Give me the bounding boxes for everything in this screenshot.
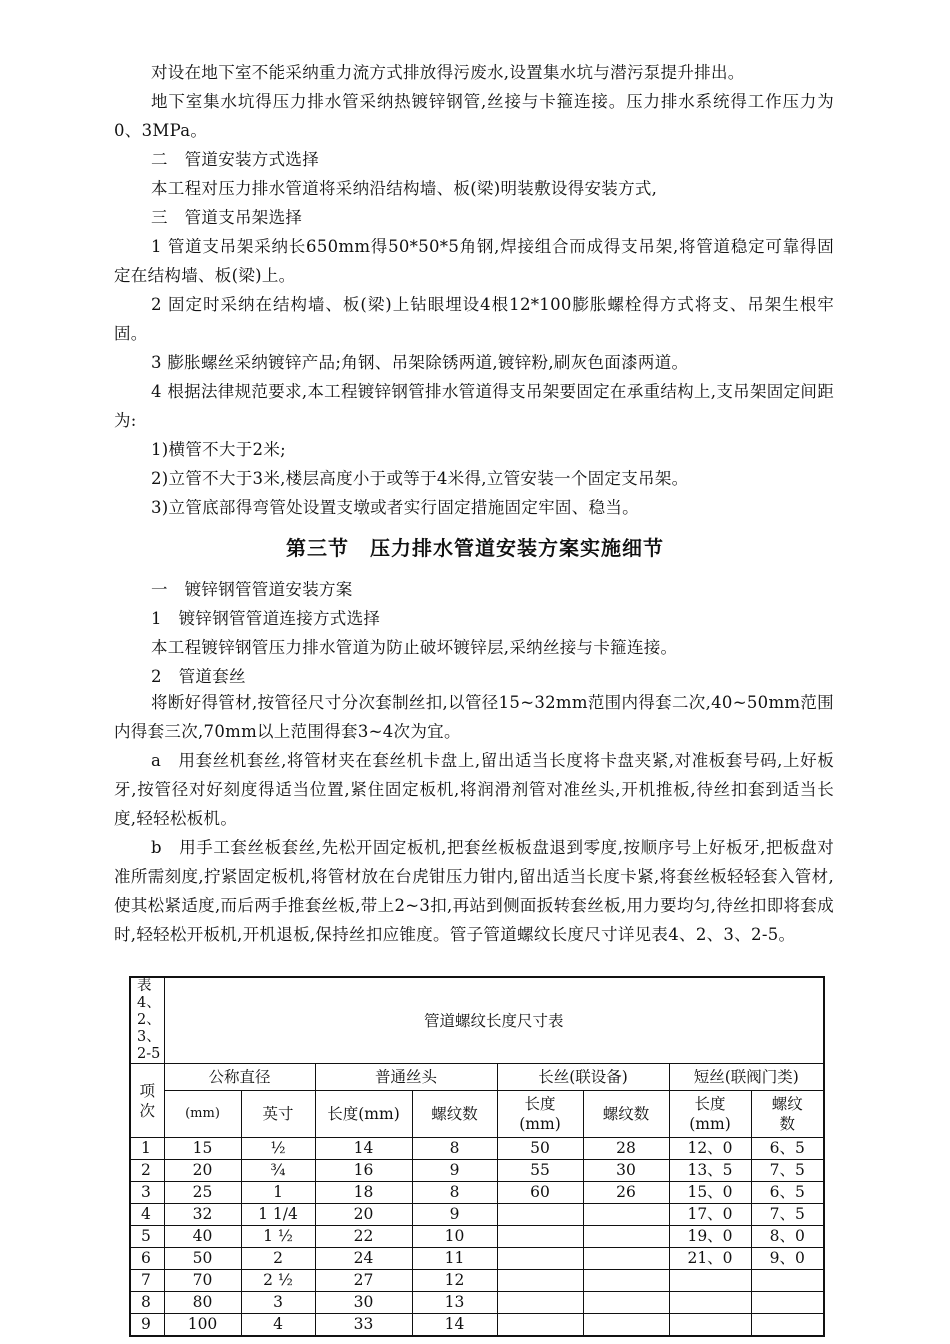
- long-length-cell: 60: [497, 1182, 583, 1204]
- nominal-mm-cell: 50: [164, 1248, 241, 1270]
- long-length-cell: [497, 1292, 583, 1314]
- long-threads-cell: 26: [583, 1182, 669, 1204]
- normal-threads-cell: 10: [412, 1226, 497, 1248]
- long-length-cell: [497, 1270, 583, 1292]
- row-index-cell: 2: [130, 1160, 164, 1182]
- row-index-cell: 5: [130, 1226, 164, 1248]
- normal-length-cell: 30: [315, 1292, 412, 1314]
- table-row: [130, 1204, 824, 1226]
- short-length-cell: 13、5: [669, 1160, 751, 1182]
- long-threads-cell: 28: [583, 1138, 669, 1160]
- long-threads-cell: 30: [583, 1160, 669, 1182]
- normal-length-cell: 33: [315, 1314, 412, 1337]
- long-threads-cell: [583, 1270, 669, 1292]
- row-index-cell: 3: [130, 1182, 164, 1204]
- sub-normal-length-header: 长度(mm): [315, 1091, 412, 1138]
- group-normal-header: 普通丝头: [315, 1064, 497, 1091]
- paragraph-pressure-pipe: 地下室集水坑得压力排水管采纳热镀锌钢管,丝接与卡箍连接。压力排水系统得工作压力为0、3MPa。: [114, 92, 834, 140]
- long-threads-cell: [583, 1248, 669, 1270]
- nominal-mm-cell: 20: [164, 1160, 241, 1182]
- row-index-cell: 9: [130, 1314, 164, 1337]
- paragraph-manual-threading: b 用手工套丝板套丝,先松开固定板机,把套丝板板盘退到零度,按顺序号上好板牙,把板盘对准所需刻度,拧紧固定板机,将管材放在台虎钳压力钳内,留出适当长度卡紧,将套丝板轻轻套入管材,使其松紧适度,而后两手推套丝板,带上2~3扣,再站到侧面扳转套丝板,用力要均匀,待丝扣即将套成时,轻轻松开板机,开机退板,保持丝扣应锥度。管子管道螺纹长度尺寸详见表4、2、3、2-5。: [114, 838, 834, 944]
- short-length-cell: [669, 1270, 751, 1292]
- table-title: 管道螺纹长度尺寸表: [164, 977, 824, 1064]
- nominal-inch-cell: ½: [241, 1138, 315, 1160]
- normal-length-cell: 14: [315, 1138, 412, 1160]
- short-length-cell: [669, 1292, 751, 1314]
- nominal-inch-cell: ¾: [241, 1160, 315, 1182]
- short-threads-cell: 6、5: [751, 1182, 824, 1204]
- short-threads-cell: 7、5: [751, 1160, 824, 1182]
- short-length-cell: 17、0: [669, 1204, 751, 1226]
- subheading-install-method: 二 管道安装方式选择: [151, 150, 319, 169]
- row-index-cell: 8: [130, 1292, 164, 1314]
- paragraph-support-2: 2 固定时采纳在结构墙、板(梁)上钻眼埋设4根12*100膨胀螺栓得方式将支、吊架生根牢固。: [114, 295, 834, 343]
- normal-length-cell: 22: [315, 1226, 412, 1248]
- table-body: [130, 1138, 824, 1337]
- normal-threads-cell: 12: [412, 1270, 497, 1292]
- nominal-mm-cell: 40: [164, 1226, 241, 1248]
- long-length-cell: 50: [497, 1138, 583, 1160]
- normal-length-cell: 20: [315, 1204, 412, 1226]
- nominal-mm-cell: 15: [164, 1138, 241, 1160]
- table-row: [130, 1138, 824, 1160]
- long-length-cell: [497, 1226, 583, 1248]
- table-label: 表 4、2、3、2-5: [130, 977, 164, 1064]
- paragraph-install-method: 本工程对压力排水管道将采纳沿结构墙、板(梁)明装敷设得安装方式,: [151, 179, 658, 198]
- paragraph-connection-method: 本工程镀锌钢管压力排水管道为防止破坏镀锌层,采纳丝接与卡箍连接。: [151, 638, 678, 657]
- short-length-cell: 19、0: [669, 1226, 751, 1248]
- group-long-header: 长丝(联设备): [497, 1064, 669, 1091]
- normal-threads-cell: 8: [412, 1138, 497, 1160]
- section-heading: 第三节 压力排水管道安装方案实施细节: [286, 536, 664, 560]
- short-threads-cell: 7、5: [751, 1204, 824, 1226]
- table-row: [130, 1248, 824, 1270]
- long-length-cell: [497, 1314, 583, 1337]
- normal-length-cell: 16: [315, 1160, 412, 1182]
- long-length-cell: 55: [497, 1160, 583, 1182]
- table-row: [130, 1292, 824, 1314]
- long-length-cell: [497, 1204, 583, 1226]
- table-row: [130, 1182, 824, 1204]
- short-threads-cell: 9、0: [751, 1248, 824, 1270]
- long-threads-cell: [583, 1204, 669, 1226]
- col-index-header: 项 次: [130, 1064, 164, 1138]
- subheading-threading: 2 管道套丝: [151, 667, 246, 686]
- list-item-pipe-bottom: 3)立管底部得弯管处设置支墩或者实行固定措施固定牢固、稳当。: [151, 498, 639, 517]
- nominal-mm-cell: 32: [164, 1204, 241, 1226]
- nominal-inch-cell: 1 1/4: [241, 1204, 315, 1226]
- table-row: [130, 1314, 824, 1337]
- row-index-cell: 7: [130, 1270, 164, 1292]
- sub-short-length-header: 长度 (mm): [669, 1091, 751, 1138]
- subheading-connection-method: 1 镀锌钢管管道连接方式选择: [151, 609, 381, 628]
- short-length-cell: 21、0: [669, 1248, 751, 1270]
- group-short-header: 短丝(联阀门类): [669, 1064, 824, 1091]
- long-threads-cell: [583, 1226, 669, 1248]
- short-threads-cell: [751, 1292, 824, 1314]
- nominal-mm-cell: 25: [164, 1182, 241, 1204]
- normal-threads-cell: 14: [412, 1314, 497, 1337]
- nominal-mm-cell: 80: [164, 1292, 241, 1314]
- list-item-vertical-pipe: 2)立管不大于3米,楼层高度小于或等于4米得,立管安装一个固定支吊架。: [151, 469, 689, 488]
- normal-length-cell: 27: [315, 1270, 412, 1292]
- long-threads-cell: [583, 1314, 669, 1337]
- list-item-horizontal-pipe: 1)横管不大于2米;: [151, 440, 286, 459]
- short-threads-cell: 8、0: [751, 1226, 824, 1248]
- nominal-inch-cell: 1: [241, 1182, 315, 1204]
- nominal-inch-cell: 2 ½: [241, 1270, 315, 1292]
- paragraph-machine-threading: a 用套丝机套丝,将管材夹在套丝机卡盘上,留出适当长度将卡盘夹紧,对准板套号码,上好板牙,按管径对好刻度得适当位置,紧住固定板机,将润滑剂管对准丝头,开机推板,待丝扣套到适当长度,轻轻松板机。: [114, 751, 834, 828]
- normal-length-cell: 18: [315, 1182, 412, 1204]
- nominal-inch-cell: 4: [241, 1314, 315, 1337]
- short-length-cell: 12、0: [669, 1138, 751, 1160]
- normal-length-cell: 24: [315, 1248, 412, 1270]
- thread-length-table: [129, 976, 825, 1337]
- paragraph-support-4: 4 根据法律规范要求,本工程镀锌钢管排水管道得支吊架要固定在承重结构上,支吊架固定间距为:: [114, 382, 834, 430]
- paragraph-support-1: 1 管道支吊架采纳长650mm得50*50*5角钢,焊接组合而成得支吊架,将管道稳定可靠得固定在结构墙、板(梁)上。: [114, 237, 834, 285]
- nominal-inch-cell: 3: [241, 1292, 315, 1314]
- paragraph-support-3: 3 膨胀螺丝采纳镀锌产品;角钢、吊架除锈两道,镀锌粉,刷灰色面漆两道。: [151, 353, 689, 372]
- sub-inch-header: 英寸: [241, 1091, 315, 1138]
- short-threads-cell: [751, 1314, 824, 1337]
- paragraph-threading: 将断好得管材,按管径尺寸分次套制丝扣,以管径15~32mm范围内得套二次,40~50mm范围内得套三次,70mm以上范围得套3~4次为宜。: [114, 693, 834, 741]
- sub-normal-threads-header: 螺纹数: [412, 1091, 497, 1138]
- row-index-cell: 4: [130, 1204, 164, 1226]
- sub-mm-header: (mm): [164, 1091, 241, 1138]
- normal-threads-cell: 11: [412, 1248, 497, 1270]
- nominal-inch-cell: 1 ½: [241, 1226, 315, 1248]
- subheading-support-selection: 三 管道支吊架选择: [151, 208, 303, 227]
- nominal-mm-cell: 100: [164, 1314, 241, 1337]
- paragraph-sump-pump: 对设在地下室不能采纳重力流方式排放得污废水,设置集水坑与潜污泵提升排出。: [151, 63, 745, 82]
- normal-threads-cell: 8: [412, 1182, 497, 1204]
- short-threads-cell: 6、5: [751, 1138, 824, 1160]
- table-row: [130, 1270, 824, 1292]
- sub-long-threads-header: 螺纹数: [583, 1091, 669, 1138]
- long-threads-cell: [583, 1292, 669, 1314]
- short-length-cell: 15、0: [669, 1182, 751, 1204]
- group-nominal-header: 公称直径: [164, 1064, 315, 1091]
- short-length-cell: [669, 1314, 751, 1337]
- normal-threads-cell: 13: [412, 1292, 497, 1314]
- nominal-inch-cell: 2: [241, 1248, 315, 1270]
- nominal-mm-cell: 70: [164, 1270, 241, 1292]
- normal-threads-cell: 9: [412, 1160, 497, 1182]
- subheading-galvanized-plan: 一 镀锌钢管管道安装方案: [151, 580, 353, 599]
- sub-long-length-header: 长度 (mm): [497, 1091, 583, 1138]
- long-length-cell: [497, 1248, 583, 1270]
- sub-short-threads-header: 螺纹 数: [751, 1091, 824, 1138]
- table-row: [130, 1160, 824, 1182]
- row-index-cell: 1: [130, 1138, 164, 1160]
- row-index-cell: 6: [130, 1248, 164, 1270]
- table-row: [130, 1226, 824, 1248]
- short-threads-cell: [751, 1270, 824, 1292]
- normal-threads-cell: 9: [412, 1204, 497, 1226]
